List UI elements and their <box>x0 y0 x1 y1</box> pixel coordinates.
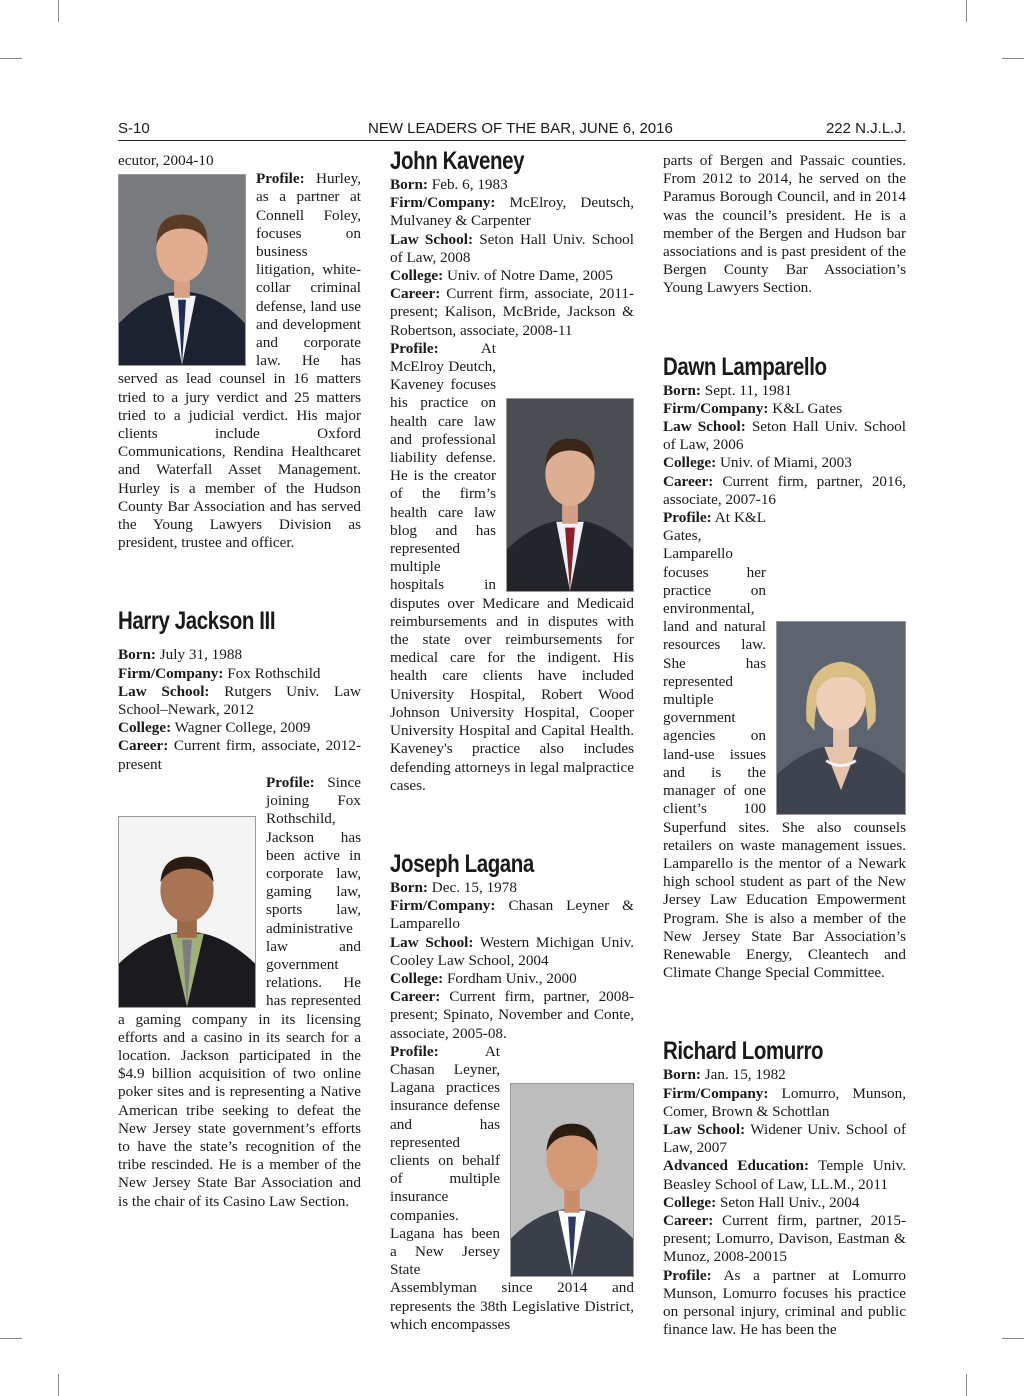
publication-title: NEW LEADERS OF THE BAR, JUNE 6, 2016 <box>368 120 673 137</box>
label-firm: Firm/Company: <box>118 664 224 682</box>
lagana-college: Fordham Univ., 2000 <box>446 969 577 987</box>
hurley-profile: Hurley, as a partner at Connell Foley, focuses on business litigation, white-collar criminal defense, land use and development and corporate law. He has served as lead counsel in 16 matters tried to a jury verdict and 25 matters tried to a judicial verdict. His major clients include Oxford Communications, Rendina Healthcaret and Waterfall Asset Management. Hurley is a member of the Hudson County Bar Association and has served the Young Lawyers Division as president, trustee and officer. <box>118 170 361 552</box>
lagana-career: Current firm, partner, 2008-present; Spinato, November and Conte, associate, 2005-08. <box>390 988 635 1042</box>
crop-mark <box>0 1338 22 1339</box>
crop-mark <box>58 1374 59 1396</box>
jackson-law-school: Rutgers Univ. Law School–Newark, 2012 <box>118 682 362 719</box>
lamparello-firm: K&L Gates <box>772 399 843 417</box>
label-law-school: Law School: <box>390 230 474 248</box>
label-firm: Firm/Company: <box>390 897 496 915</box>
label-career: Career: <box>118 737 169 755</box>
lagana-born: Dec. 15, 1978 <box>431 878 517 896</box>
page-number: S-10 <box>118 120 150 137</box>
lagana-name: Joseph Lagana <box>390 849 534 878</box>
jackson-profile: Since joining Fox Rothschild, Jackson has been active in corporate law, gaming law, sports law, administrative law and government relations. He has represented a gaming company in its licensing efforts and a casino in its search for a location. Jackson participated in the $4.9 billion acquisition of two online poker sites and is representing a Native American tribe seeking to defeat the New Jersey state government’s efforts to have the state’s recognition of the tribe rescinded. He is a member of the New Jersey State Bar Association and is the chair of its Casino Law Section. <box>118 773 361 1210</box>
label-college: College: <box>663 1193 717 1211</box>
label-born: Born: <box>663 381 701 399</box>
label-career: Career: <box>390 285 441 303</box>
label-born: Born: <box>663 1066 701 1084</box>
kaveney-career: Current firm, associate, 2011-present; Kalison, McBride, Jackson & Robertson, associate, 2008-11 <box>390 285 634 339</box>
lamparello-name: Dawn Lamparello <box>663 352 827 381</box>
column-3 <box>663 152 906 1339</box>
label-profile: Profile: <box>390 1042 439 1060</box>
lagana-law-school: Western Michigan Univ. Cooley Law School, 2004 <box>390 933 634 969</box>
label-advanced-education: Advanced Education: <box>663 1157 810 1175</box>
kaveney-name: John Kaveney <box>390 147 525 175</box>
label-profile: Profile: <box>256 170 305 188</box>
label-profile: Profile: <box>663 1266 712 1284</box>
lomurro-career: Current firm, partner, 2015-present; Lomurro, Davison, Eastman & Munoz, 2008-20015 <box>663 1211 907 1266</box>
kaveney-college: Univ. of Notre Dame, 2005 <box>446 267 613 285</box>
label-law-school: Law School: <box>663 1120 746 1138</box>
lamparello-portrait <box>776 621 906 815</box>
lomurro-born: Jan. 15, 1982 <box>704 1066 786 1084</box>
lagana-profile: At Chasan Leyner, Lagana practices insurance defense and has represented clients on behalf of multiple insurance companies. Lagana has been a New Jersey State Assemblyman since 2014 and represents the 38th Legislative District, which encompasses <box>390 1042 634 1333</box>
lamparello-law-school: Seton Hall Univ. School of Law, 2006 <box>663 418 906 454</box>
label-profile: Profile: <box>663 509 712 527</box>
jackson-firm: Fox Rothschild <box>227 664 321 682</box>
lomurro-advanced-education: Temple Univ. Beasley School of Law, LL.M., 2011 <box>663 1157 906 1193</box>
label-career: Career: <box>663 1211 714 1229</box>
label-law-school: Law School: <box>663 418 746 436</box>
column-1 <box>118 152 361 1211</box>
jackson-career: Current firm, associate, 2012-present <box>118 737 361 773</box>
label-college: College: <box>390 969 444 987</box>
kaveney-law-school: Seton Hall Univ. School of Law, 2008 <box>390 230 634 266</box>
kaveney-profile: At McElroy Deutch, Kaveney focuses his practice on health care law and professional liability defense. He is the creator of the firm’s health care law blog and has represented multiple hospitals in disputes over Medicare and Medicaid reimbursements and in disputes with the state over reimbursements for medical care for the indigent. His health care clients have included University Hospital, Robert Wood Johnson University Hospital, Cooper University Hospital and Capital Health. Kaveney's practice also includes defending attorneys in legal malpractice cases. <box>390 339 634 794</box>
jackson-born: July 31, 1988 <box>159 646 243 664</box>
label-profile: Profile: <box>390 339 439 357</box>
lagana-firm: Chasan Leyner & Lamparello <box>390 897 634 933</box>
kaveney-born: Feb. 6, 1983 <box>431 176 508 193</box>
crop-mark <box>1002 1338 1024 1339</box>
lamparello-born: Sept. 11, 1981 <box>704 381 792 399</box>
label-law-school: Law School: <box>118 682 210 700</box>
kaveney-portrait <box>506 398 634 592</box>
label-college: College: <box>390 267 444 285</box>
crop-mark <box>0 58 22 59</box>
label-firm: Firm/Company: <box>663 399 769 417</box>
crop-mark <box>58 0 59 22</box>
label-college: College: <box>118 719 172 737</box>
lagana-portrait <box>510 1083 634 1277</box>
hurley-career-continued: ecutor, 2004-10 <box>118 152 214 169</box>
crop-mark <box>1002 58 1024 59</box>
jackson-portrait <box>118 816 256 1008</box>
lomurro-college: Seton Hall Univ., 2004 <box>719 1193 860 1211</box>
lomurro-profile: As a partner at Lomurro Munson, Lomurro focuses his practice on personal injury, criminal and public finance law. He has been the <box>663 1266 906 1339</box>
lamparello-profile: At K&L Gates, Lamparello focuses her practice on environmental, land and natural resources law. She has represented multiple government agencies on land-use issues and is the manager of one client’s 100 Superfund sites. She also counsels retailers on waste management issues. Lamparello is the mentor of a Newark high school student as part of the New Jersey Law Education Empowerment Program. She is also a member of the New Jersey State Bar Association’s Renewable Energy, Cleantech and Climate Change Special Committee. <box>663 509 906 982</box>
jackson-college: Wagner College, 2009 <box>174 719 311 737</box>
lagana-profile-continued: parts of Bergen and Passaic counties. From 2012 to 2014, he served on the Paramus Borough Council, and in 2014 was the council’s president. He is a member of the Bergen and Hudson bar associations and is past president of the Bergen County Bar Association’s Young Lawyers Section. <box>663 152 906 297</box>
issue-number: 222 N.J.L.J. <box>825 120 906 137</box>
label-career: Career: <box>390 988 441 1006</box>
lomurro-firm: Lomurro, Munson, Comer, Brown & Schottlan <box>663 1084 906 1120</box>
label-born: Born: <box>390 878 428 896</box>
lamparello-career: Current firm, partner, 2016, associate, 2007-16 <box>663 472 907 508</box>
label-law-school: Law School: <box>390 933 474 951</box>
label-born: Born: <box>118 646 156 664</box>
label-firm: Firm/Company: <box>663 1084 769 1102</box>
crop-mark <box>966 0 967 22</box>
lamparello-college: Univ. of Miami, 2003 <box>719 454 852 472</box>
label-firm: Firm/Company: <box>390 194 496 212</box>
column-2 <box>390 146 634 1334</box>
hurley-portrait <box>118 174 246 366</box>
jackson-name: Harry Jackson III <box>118 607 276 636</box>
lomurro-law-school: Widener Univ. School of Law, 2007 <box>663 1120 907 1157</box>
label-born: Born: <box>390 176 428 193</box>
kaveney-firm: McElroy, Deutsch, Mulvaney & Carpenter <box>390 194 634 230</box>
lomurro-name: Richard Lomurro <box>663 1037 824 1066</box>
page-header <box>118 118 906 141</box>
crop-mark <box>966 1374 967 1396</box>
label-college: College: <box>663 454 717 472</box>
label-profile: Profile: <box>266 773 315 791</box>
label-career: Career: <box>663 472 714 490</box>
